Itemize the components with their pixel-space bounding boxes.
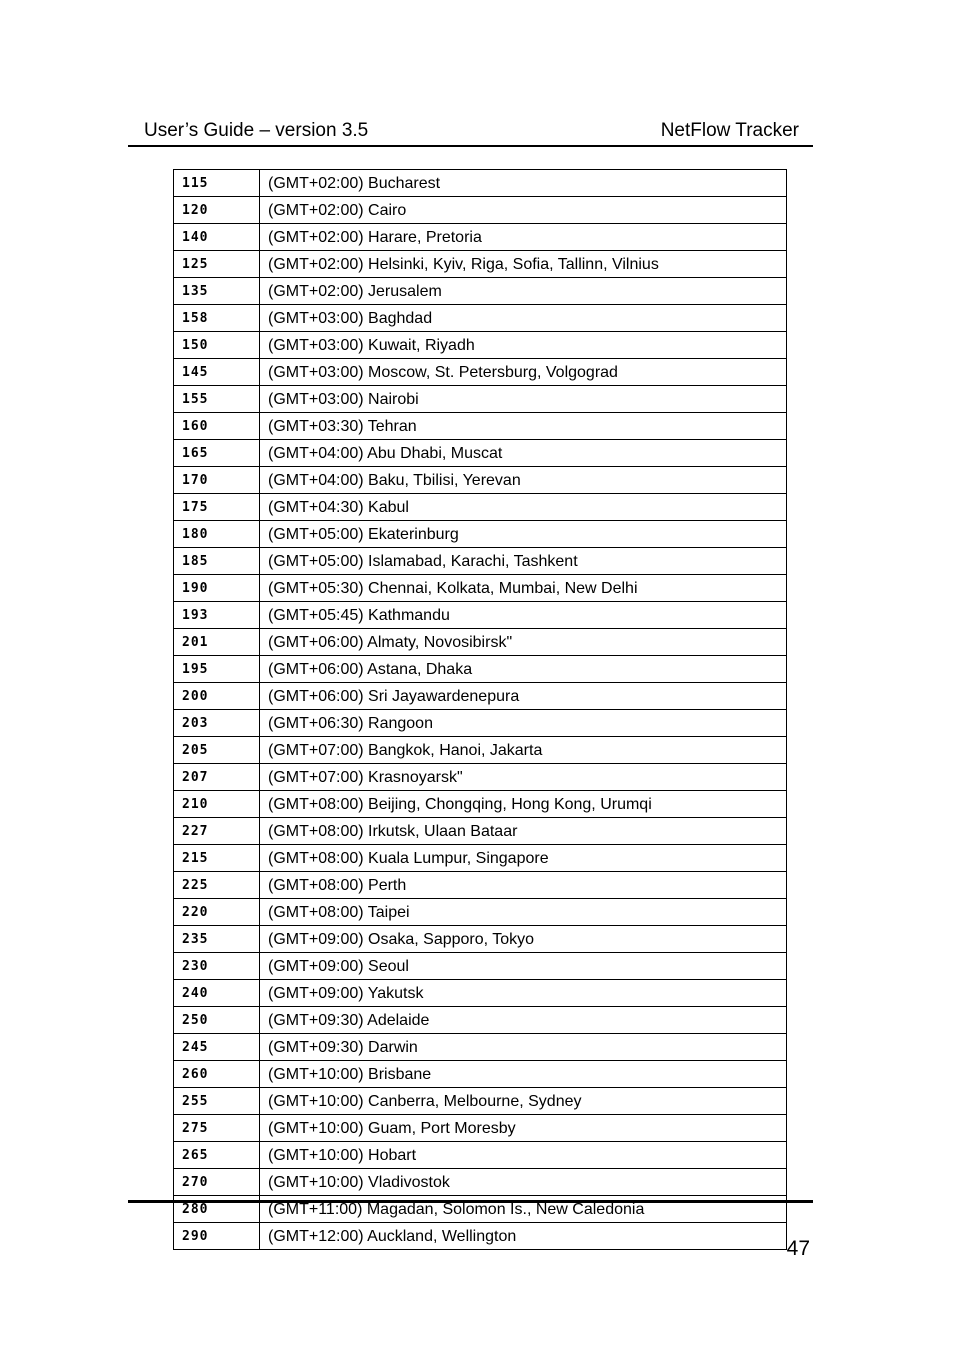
timezone-name: (GMT+10:00) Hobart [260, 1142, 787, 1169]
timezone-name: (GMT+08:00) Beijing, Chongqing, Hong Kong, Urumqi [260, 791, 787, 818]
timezone-name: (GMT+06:30) Rangoon [260, 710, 787, 737]
timezone-id: 201 [174, 629, 260, 656]
timezone-name: (GMT+02:00) Helsinki, Kyiv, Riga, Sofia, Tallinn, Vilnius [260, 251, 787, 278]
table-row [174, 575, 787, 602]
table-row [174, 1142, 787, 1169]
timezone-name: (GMT+06:00) Astana, Dhaka [260, 656, 787, 683]
timezone-id: 120 [174, 197, 260, 224]
timezone-id: 225 [174, 872, 260, 899]
timezone-name: (GMT+06:00) Almaty, Novosibirsk" [260, 629, 787, 656]
timezone-id: 230 [174, 953, 260, 980]
timezone-id: 165 [174, 440, 260, 467]
timezone-name: (GMT+10:00) Brisbane [260, 1061, 787, 1088]
table-row [174, 494, 787, 521]
timezone-name: (GMT+05:00) Islamabad, Karachi, Tashkent [260, 548, 787, 575]
timezone-id: 135 [174, 278, 260, 305]
timezone-name: (GMT+08:00) Kuala Lumpur, Singapore [260, 845, 787, 872]
timezone-name: (GMT+09:00) Yakutsk [260, 980, 787, 1007]
footer-rule [128, 1200, 813, 1203]
timezone-id: 140 [174, 224, 260, 251]
table-row [174, 1115, 787, 1142]
timezone-name: (GMT+03:00) Kuwait, Riyadh [260, 332, 787, 359]
timezone-id: 207 [174, 764, 260, 791]
table-row [174, 1169, 787, 1196]
page-header [128, 118, 813, 147]
table-row [174, 656, 787, 683]
table-row [174, 980, 787, 1007]
timezone-name: (GMT+05:30) Chennai, Kolkata, Mumbai, New Delhi [260, 575, 787, 602]
timezone-id: 158 [174, 305, 260, 332]
timezone-id: 220 [174, 899, 260, 926]
table-row [174, 548, 787, 575]
timezone-id: 115 [174, 170, 260, 197]
timezone-id: 265 [174, 1142, 260, 1169]
timezone-name: (GMT+02:00) Bucharest [260, 170, 787, 197]
timezone-id: 193 [174, 602, 260, 629]
timezone-name: (GMT+10:00) Canberra, Melbourne, Sydney [260, 1088, 787, 1115]
timezone-table [173, 169, 787, 1250]
timezone-id: 215 [174, 845, 260, 872]
table-row [174, 305, 787, 332]
timezone-id: 175 [174, 494, 260, 521]
timezone-id: 160 [174, 413, 260, 440]
timezone-id: 170 [174, 467, 260, 494]
timezone-id: 240 [174, 980, 260, 1007]
timezone-id: 180 [174, 521, 260, 548]
timezone-id: 227 [174, 818, 260, 845]
timezone-id: 203 [174, 710, 260, 737]
timezone-name: (GMT+08:00) Perth [260, 872, 787, 899]
timezone-id: 290 [174, 1223, 260, 1250]
timezone-id: 210 [174, 791, 260, 818]
timezone-id: 280 [174, 1196, 260, 1223]
timezone-id: 150 [174, 332, 260, 359]
timezone-name: (GMT+02:00) Cairo [260, 197, 787, 224]
table-row [174, 440, 787, 467]
timezone-name: (GMT+07:00) Bangkok, Hanoi, Jakarta [260, 737, 787, 764]
table-row [174, 629, 787, 656]
table-row [174, 737, 787, 764]
timezone-name: (GMT+08:00) Irkutsk, Ulaan Bataar [260, 818, 787, 845]
page-number: 47 [786, 1237, 810, 1260]
table-row [174, 710, 787, 737]
table-row [174, 278, 787, 305]
table-row [174, 899, 787, 926]
timezone-name: (GMT+03:30) Tehran [260, 413, 787, 440]
timezone-name: (GMT+05:00) Ekaterinburg [260, 521, 787, 548]
timezone-name: (GMT+03:00) Moscow, St. Petersburg, Volgograd [260, 359, 787, 386]
table-row [174, 251, 787, 278]
table-row [174, 224, 787, 251]
timezone-name: (GMT+06:00) Sri Jayawardenepura [260, 683, 787, 710]
table-row [174, 818, 787, 845]
timezone-id: 260 [174, 1061, 260, 1088]
timezone-id: 185 [174, 548, 260, 575]
table-row [174, 1007, 787, 1034]
timezone-id: 275 [174, 1115, 260, 1142]
timezone-name: (GMT+09:00) Seoul [260, 953, 787, 980]
timezone-name: (GMT+02:00) Jerusalem [260, 278, 787, 305]
timezone-id: 200 [174, 683, 260, 710]
table-row [174, 872, 787, 899]
table-row [174, 170, 787, 197]
document-title: User’s Guide – version 3.5 [144, 120, 369, 141]
table-row [174, 1034, 787, 1061]
timezone-name: (GMT+04:00) Abu Dhabi, Muscat [260, 440, 787, 467]
table-row [174, 926, 787, 953]
timezone-name: (GMT+04:30) Kabul [260, 494, 787, 521]
product-name: NetFlow Tracker [660, 120, 799, 141]
timezone-name: (GMT+10:00) Guam, Port Moresby [260, 1115, 787, 1142]
timezone-table-body [174, 170, 787, 1250]
timezone-id: 125 [174, 251, 260, 278]
table-row [174, 845, 787, 872]
timezone-name: (GMT+03:00) Nairobi [260, 386, 787, 413]
table-row [174, 764, 787, 791]
table-row [174, 521, 787, 548]
timezone-id: 270 [174, 1169, 260, 1196]
timezone-name: (GMT+09:30) Darwin [260, 1034, 787, 1061]
table-row [174, 1088, 787, 1115]
table-row [174, 332, 787, 359]
table-row [174, 359, 787, 386]
table-row [174, 602, 787, 629]
table-row [174, 467, 787, 494]
timezone-id: 155 [174, 386, 260, 413]
table-row [174, 386, 787, 413]
timezone-name: (GMT+03:00) Baghdad [260, 305, 787, 332]
timezone-id: 235 [174, 926, 260, 953]
timezone-name: (GMT+11:00) Magadan, Solomon Is., New Caledonia [260, 1196, 787, 1223]
table-row [174, 683, 787, 710]
timezone-name: (GMT+10:00) Vladivostok [260, 1169, 787, 1196]
timezone-id: 250 [174, 1007, 260, 1034]
table-row [174, 413, 787, 440]
timezone-name: (GMT+02:00) Harare, Pretoria [260, 224, 787, 251]
timezone-name: (GMT+12:00) Auckland, Wellington [260, 1223, 787, 1250]
timezone-id: 245 [174, 1034, 260, 1061]
timezone-name: (GMT+08:00) Taipei [260, 899, 787, 926]
timezone-id: 145 [174, 359, 260, 386]
table-row [174, 197, 787, 224]
timezone-name: (GMT+09:30) Adelaide [260, 1007, 787, 1034]
timezone-id: 255 [174, 1088, 260, 1115]
timezone-name: (GMT+09:00) Osaka, Sapporo, Tokyo [260, 926, 787, 953]
table-row [174, 1061, 787, 1088]
timezone-name: (GMT+07:00) Krasnoyarsk" [260, 764, 787, 791]
table-row [174, 1223, 787, 1250]
timezone-id: 205 [174, 737, 260, 764]
table-row [174, 953, 787, 980]
timezone-id: 195 [174, 656, 260, 683]
timezone-name: (GMT+04:00) Baku, Tbilisi, Yerevan [260, 467, 787, 494]
timezone-name: (GMT+05:45) Kathmandu [260, 602, 787, 629]
table-row [174, 791, 787, 818]
timezone-id: 190 [174, 575, 260, 602]
